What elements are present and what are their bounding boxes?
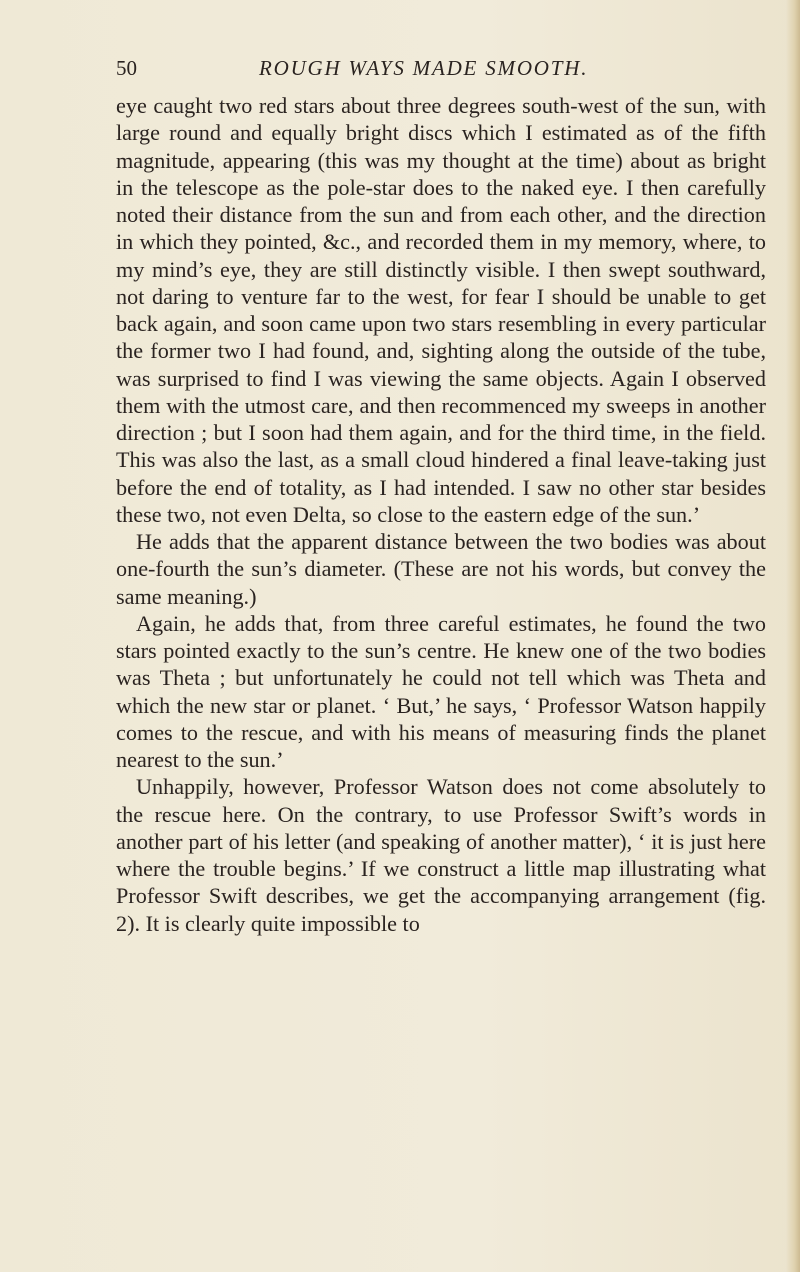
page-header bbox=[116, 52, 756, 86]
page-number: 50 bbox=[116, 56, 137, 80]
paragraph-4: Unhappily, however, Professor Watson does not come absolutely to the rescue here. On the contrary, to use Professor Swift’s words in another part of his letter (and speaking of another matter), ‘ it is just here where the trouble begins.’ If we construct a little map illustrating what Professor Swift describes, we get the accompanying arrangement (fig. 2). It is clearly quite impossible to bbox=[116, 774, 766, 936]
paragraph-3: Again, he adds that, from three careful estimates, he found the two stars pointed exactly to the sun’s centre. He knew one of the two bodies was Theta ; but unfortunately he could not tell which was Theta and which the new star or planet. ‘ But,’ he says, ‘ Professor Watson happily comes to the rescue, and with his means of measuring finds the planet nearest to the sun.’ bbox=[116, 610, 766, 772]
paragraph-2: He adds that the apparent distance between the two bodies was about one-fourth the sun’s diameter. (These are not his words, but convey the same meaning.) bbox=[116, 529, 766, 609]
paragraph-1: eye caught two red stars about three degrees south-west of the sun, with large round and equally bright discs which I estimated as of the fifth magnitude, appearing (this was my thought at the time) about as bright in the telescope as the pole-star does to the naked eye. I then carefully noted their distance from the sun and from each other, and the direction in which they pointed, &c., and recorded them in my memory, where, to my mind’s eye, they are still distinctly visible. I then swept southward, not daring to venture far to the west, for fear I should be unable to get back again, and soon came upon two stars resembling in every particular the former two I had found, and, sighting along the outside of the tube, was surprised to find I was viewing the same objects. Again I observed them with the utmost care, and then recommenced my sweeps in another direction ; but I soon had them again, and for the third time, in the field. This was also the last, as a small cloud hindered a final leave-taking just before the end of totality, as I had intended. I saw no other star besides these two, not even Delta, so close to the eastern edge of the sun.’ bbox=[116, 93, 766, 527]
body-text bbox=[116, 92, 766, 937]
running-head: ROUGH WAYS MADE SMOOTH. bbox=[259, 56, 589, 80]
page-edge-shadow bbox=[786, 0, 800, 1272]
